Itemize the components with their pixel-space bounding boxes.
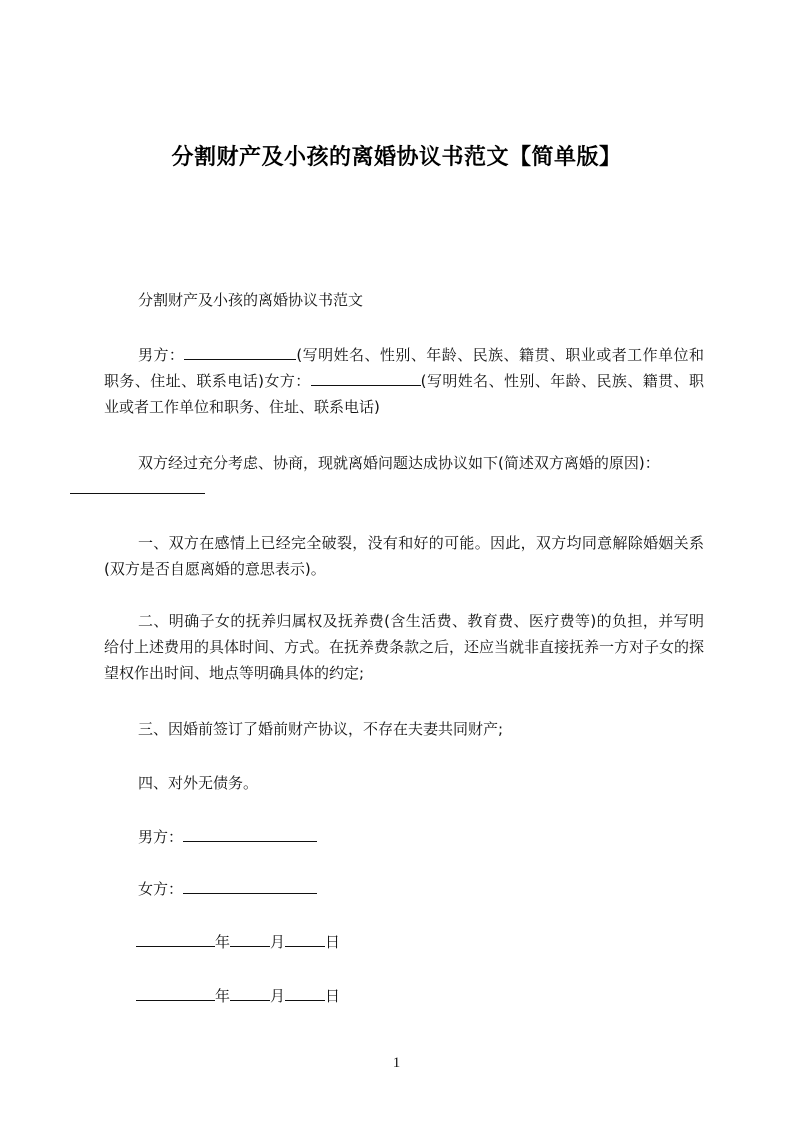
female-blank-line [311,371,421,386]
clause-2: 二、明确子女的抚养归属权及抚养费(含生活费、教育费、医疗费等)的负担，并写明给付上述费用的具体时间、方式。在抚养费条款之后，还应当就非直接抚养一方对子女的探望权作出时间、地点等明确具体的约定; [104,612,705,682]
agreement-intro-paragraph [104,450,704,502]
clause-4: 四、对外无债务。 [138,774,259,792]
signature-female [138,876,738,902]
agreement-intro-text: 双方经过充分考虑、协商，现就离婚问题达成协议如下(简述双方离婚的原因)： [138,454,660,472]
document-title: 分割财产及小孩的离婚协议书范文【简单版】 [171,145,622,170]
month-label-2: 月 [270,987,286,1005]
male-blank-line [184,345,296,360]
day-blank-2 [285,986,325,1001]
male-description: (写明姓名、性别、年龄、民族、籍贯、职业或者工作单位和职务、住址、联系电话) [104,346,704,390]
day-blank-1 [285,932,325,947]
day-label-1: 日 [325,933,341,951]
month-blank-1 [230,932,270,947]
female-label: 女方： [264,372,311,390]
document-subtitle: 分割财产及小孩的离婚协议书范文 [138,291,364,309]
year-label-2: 年 [215,987,231,1005]
signature-male [138,824,738,850]
clause-1: 一、双方在感情上已经完全破裂，没有和好的可能。因此，双方均同意解除婚姻关系(双方是否自愿离婚的意思表示)。 [104,534,704,578]
male-label: 男方： [138,346,185,364]
year-blank-1 [136,932,215,947]
signature-female-line [183,879,317,894]
month-blank-2 [230,986,270,1001]
signature-male-label: 男方： [138,828,184,846]
day-label-2: 日 [325,987,341,1005]
clause-3: 三、因婚前签订了婚前财产协议，不存在夫妻共同财产; [138,720,504,738]
year-blank-2 [136,986,215,1001]
signature-female-label: 女方： [138,880,184,898]
date-line-1 [136,929,736,955]
year-label-1: 年 [215,933,231,951]
month-label-1: 月 [270,933,286,951]
signature-male-line [183,827,317,842]
party-intro-paragraph [104,342,704,420]
page-number: 1 [392,1055,401,1071]
female-description: (写明姓名、性别、年龄、民族、籍贯、职业或者工作单位和职务、住址、联系电话) [104,372,704,416]
date-line-2 [136,983,736,1009]
reason-blank-line [70,479,205,494]
